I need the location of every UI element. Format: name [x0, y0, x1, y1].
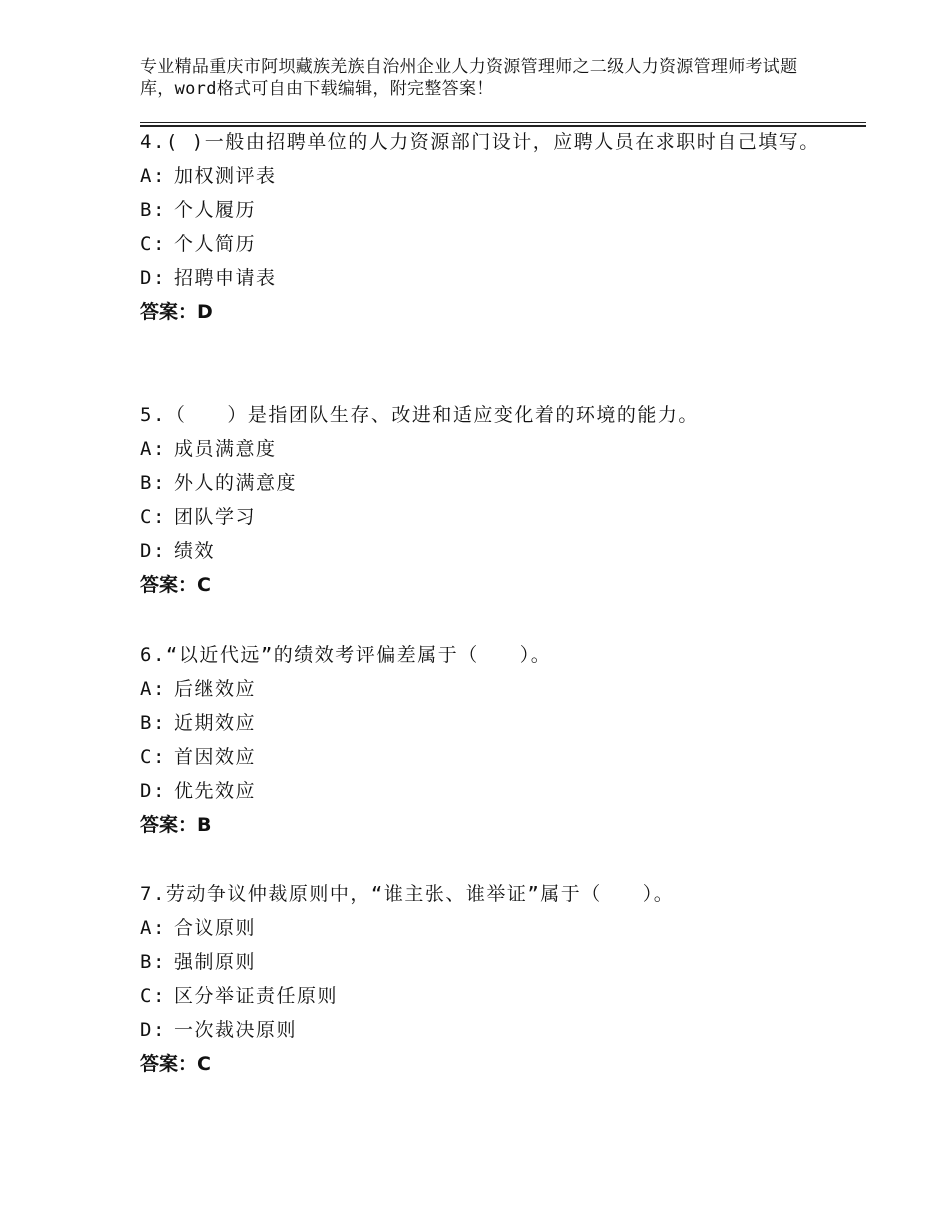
option-letter: C:: [140, 506, 166, 528]
option-c: [140, 740, 830, 774]
option-c: [140, 500, 830, 534]
option-d: [140, 534, 830, 568]
option-text: 合议原则: [174, 917, 257, 939]
option-letter: B:: [140, 712, 166, 734]
option-text: 绩效: [174, 540, 216, 562]
option-text: 首因效应: [174, 746, 257, 768]
option-text: 个人履历: [174, 199, 257, 221]
option-letter: D:: [140, 1019, 166, 1041]
option-letter: C:: [140, 985, 166, 1007]
option-c: [140, 979, 830, 1013]
option-text: 后继效应: [174, 678, 257, 700]
option-letter: D:: [140, 267, 166, 289]
option-text: 近期效应: [174, 712, 257, 734]
option-letter: C:: [140, 233, 166, 255]
option-letter: A:: [140, 165, 166, 187]
option-a: [140, 432, 830, 466]
question-block: [140, 398, 830, 602]
option-letter: C:: [140, 746, 166, 768]
question-stem: 4.( )一般由招聘单位的人力资源部门设计，应聘人员在求职时自己填写。: [140, 131, 820, 153]
document-header: 专业精品重庆市阿坝藏族羌族自治州企业人力资源管理师之二级人力资源管理师考试题库，word格式可自由下载编辑，附完整答案！: [140, 57, 798, 99]
option-text: 一次裁决原则: [174, 1019, 298, 1041]
option-text: 区分举证责任原则: [174, 985, 339, 1007]
option-text: 个人简历: [174, 233, 257, 255]
answer-line: 答案：C: [140, 574, 211, 596]
option-letter: D:: [140, 540, 166, 562]
option-text: 强制原则: [174, 951, 257, 973]
option-text: 招聘申请表: [174, 267, 277, 289]
option-letter: B:: [140, 199, 166, 221]
header-divider-thin: [140, 122, 866, 123]
option-text: 团队学习: [174, 506, 257, 528]
option-letter: B:: [140, 472, 166, 494]
option-letter: D:: [140, 780, 166, 802]
answer-line: 答案：D: [140, 301, 213, 323]
option-d: [140, 1013, 830, 1047]
option-b: [140, 466, 830, 500]
question-block: [140, 877, 830, 1081]
question-stem: 5.（ ）是指团队生存、改进和适应变化着的环境的能力。: [140, 404, 699, 426]
option-letter: A:: [140, 917, 166, 939]
question-block: [140, 638, 830, 842]
question-stem: 7.劳动争议仲裁原则中，“谁主张、谁举证”属于（ ）。: [140, 883, 675, 905]
option-d: [140, 261, 830, 295]
option-text: 优先效应: [174, 780, 257, 802]
option-letter: A:: [140, 678, 166, 700]
option-b: [140, 193, 830, 227]
option-text: 外人的满意度: [174, 472, 298, 494]
option-text: 加权测评表: [174, 165, 277, 187]
option-b: [140, 945, 830, 979]
option-letter: A:: [140, 438, 166, 460]
option-a: [140, 159, 830, 193]
option-a: [140, 911, 830, 945]
question-stem: 6.“以近代远”的绩效考评偏差属于（ ）。: [140, 644, 552, 666]
answer-line: 答案：B: [140, 814, 212, 836]
answer-line: 答案：C: [140, 1053, 211, 1075]
option-letter: B:: [140, 951, 166, 973]
option-d: [140, 774, 830, 808]
option-b: [140, 706, 830, 740]
option-text: 成员满意度: [174, 438, 277, 460]
option-c: [140, 227, 830, 261]
question-block: [140, 125, 830, 329]
option-a: [140, 672, 830, 706]
